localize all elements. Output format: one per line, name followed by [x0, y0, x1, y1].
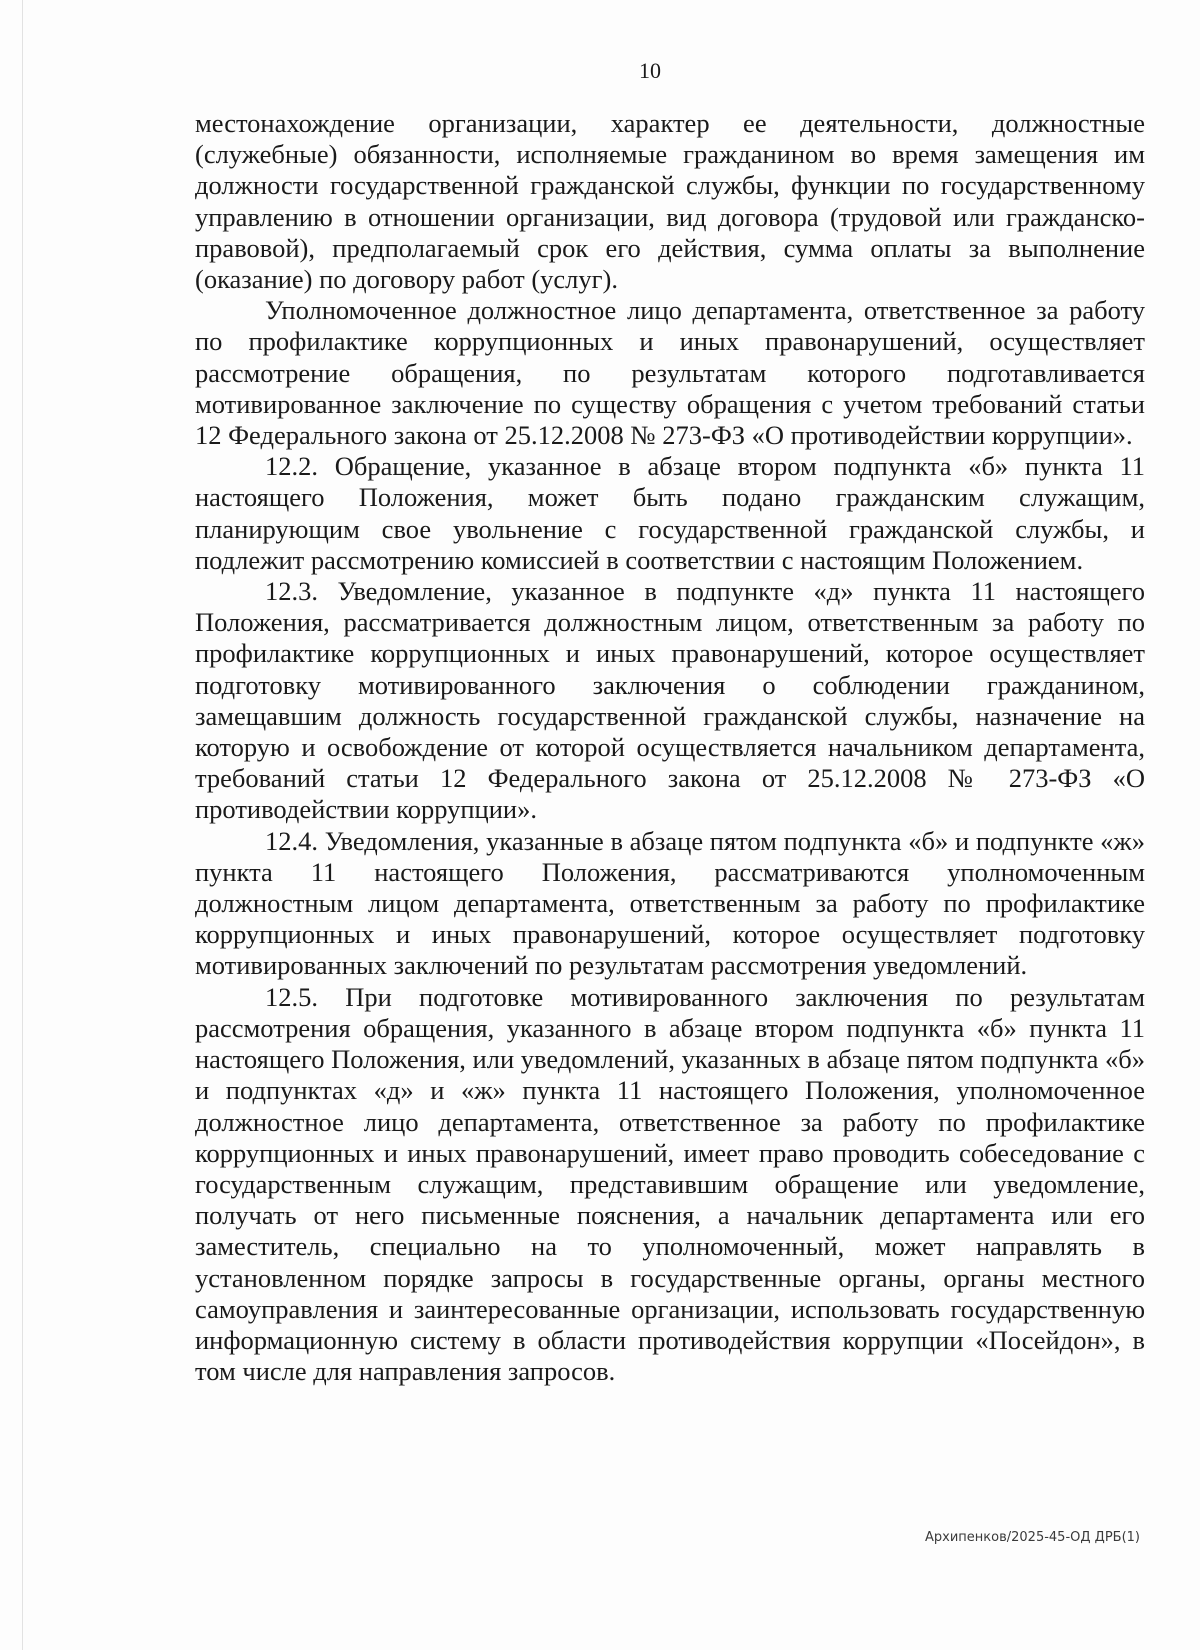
paragraph-12-2: 12.2. Обращение, указанное в абзаце втором подпункта «б» пункта 11 настоящего Положения, может быть подано гражданским служащим, планирующим свое увольнение с государственной гражданской службы, и подлежит рассмотрению комиссией в соответствии с настоящим Положением. — [195, 451, 1145, 575]
page-number: 10 — [639, 58, 661, 83]
paragraph-continuation: местонахождение организации, характер ее деятельности, должностные (служебные) обязанности, исполняемые гражданином во время замещения им должности государственной гражданской службы, функции по государственному управлению в отношении организации, вид договора (трудовой или гражданско-правовой), предполагаемый срок его действия, сумма оплаты за выполнение (оказание) по договору работ (услуг). — [195, 108, 1145, 295]
document-registration-stamp: Архипенков/2025-45-ОД ДРБ(1) — [925, 1530, 1140, 1545]
document-body — [195, 108, 1145, 1387]
paragraph-12-5: 12.5. При подготовке мотивированного заключения по результатам рассмотрения обращения, указанного в абзаце втором подпункта «б» пункта 11 настоящего Положения, или уведомлений, указанных в абзаце пятом подпункта «б» и подпунктах «д» и «ж» пункта 11 настоящего Положения, уполномоченное должностное лицо департамента, ответственное за работу по профилактике коррупционных и иных правонарушений, имеет право проводить собеседование с государственным служащим, представившим обращение или уведомление, получать от него письменные пояснения, а начальник департамента или его заместитель, специально на то уполномоченный, может направлять в установленном порядке запросы в государственные органы, органы местного самоуправления и заинтересованные организации, использовать государственную информационную систему в области противодействия коррупции «Посейдон», в том числе для направления запросов. — [195, 981, 1145, 1387]
paragraph-authorized-official: Уполномоченное должностное лицо департамента, ответственное за работу по профилактике коррупционных и иных правонарушений, осуществляет рассмотрение обращения, по результатам которого подготавливается мотивированное заключение по существу обращения с учетом требований статьи 12 Федерального закона от 25.12.2008 № 273-ФЗ «О противодействии коррупции». — [195, 295, 1145, 451]
paragraph-12-3: 12.3. Уведомление, указанное в подпункте «д» пункта 11 настоящего Положения, рассматривается должностным лицом, ответственным за работу по профилактике коррупционных и иных правонарушений, которое осуществляет подготовку мотивированного заключения о соблюдении гражданином, замещавшим должность государственной гражданской службы, назначение на которую и освобождение от которой осуществляется начальником департамента, требований статьи 12 Федерального закона от 25.12.2008 № 273-ФЗ «О противодействии коррупции». — [195, 576, 1145, 825]
paragraph-12-4: 12.4. Уведомления, указанные в абзаце пятом подпункта «б» и подпункте «ж» пункта 11 настоящего Положения, рассматриваются уполномоченным должностным лицом департамента, ответственным за работу по профилактике коррупционных и иных правонарушений, которое осуществляет подготовку мотивированных заключений по результатам рассмотрения уведомлений. — [195, 825, 1145, 981]
scan-edge-line — [22, 0, 23, 1650]
